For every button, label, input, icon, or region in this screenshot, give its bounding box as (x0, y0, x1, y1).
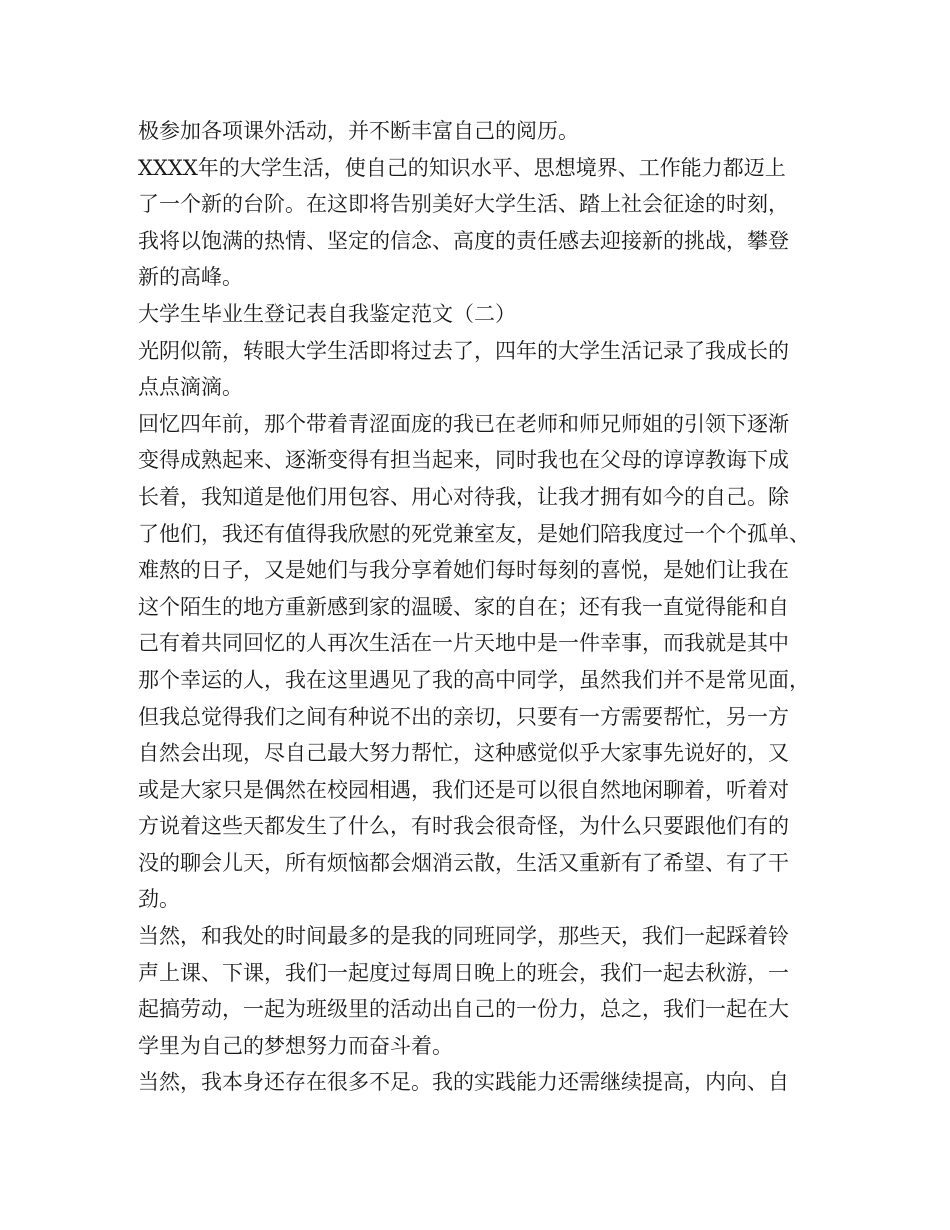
text-line: 光阴似箭，转眼大学生活即将过去了，四年的大学生活记录了我成长的 (138, 338, 789, 363)
text-line: 自然会出现，尽自己最大努力帮忙，这种感觉似乎大家事先说好的，又 (138, 741, 789, 766)
text-line: 学里为自己的梦想努力而奋斗着。 (138, 1033, 453, 1058)
text-line: 这个陌生的地方重新感到家的温暖、家的自在；还有我一直觉得能和自 (138, 594, 789, 619)
text-line: 长着，我知道是他们用包容、用心对待我，让我才拥有如今的自己。除 (138, 484, 789, 509)
text-line: 点点滴滴。 (138, 375, 243, 400)
text-line: XXXX年的大学生活，使自己的知识水平、思想境界、工作能力都迈上 (138, 155, 786, 180)
text-line: 当然，和我处的时间最多的是我的同班同学，那些天，我们一起踩着铃 (138, 924, 789, 949)
text-line: 但我总觉得我们之间有种说不出的亲切，只要有一方需要帮忙，另一方 (138, 704, 789, 729)
text-line: 极参加各项课外活动，并不断丰富自己的阅历。 (138, 119, 579, 143)
text-line: 声上课、下课，我们一起度过每周日晚上的班会，我们一起去秋游，一 (138, 960, 789, 985)
text-line: 那个幸运的人，我在这里遇见了我的高中同学，虽然我们并不是常见面， (138, 667, 810, 692)
text-line: 变得成熟起来、逐渐变得有担当起来，同时我也在父母的谆谆教诲下成 (138, 448, 789, 473)
text-line: 当然，我本身还存在很多不足。我的实践能力还需继续提高，内向、自 (138, 1070, 789, 1095)
text-line: 新的高峰。 (138, 265, 243, 290)
text-line: 我将以饱满的热情、坚定的信念、高度的责任感去迎接新的挑战，攀登 (138, 228, 789, 253)
text-line: 劲。 (138, 887, 180, 912)
text-line: 难熬的日子，又是她们与我分享着她们每时每刻的喜悦，是她们让我在 (138, 558, 789, 583)
text-line: 方说着这些天都发生了什么，有时我会很奇怪，为什么只要跟他们有的 (138, 814, 789, 839)
text-line: 了他们，我还有值得我欣慰的死党兼室友，是她们陪我度过一个个孤单、 (138, 521, 810, 546)
text-line: 没的聊会儿天，所有烦恼都会烟消云散，生活又重新有了希望、有了干 (138, 850, 789, 875)
document-body (138, 113, 828, 1101)
text-line: 了一个新的台阶。在这即将告别美好大学生活、踏上社会征途的时刻， (138, 192, 789, 217)
text-line: 起搞劳动，一起为班级里的活动出自己的一份力，总之，我们一起在大 (138, 997, 789, 1022)
text-line: 或是大家只是偶然在校园相遇，我们还是可以很自然地闲聊着，听着对 (138, 777, 789, 802)
text-line: 回忆四年前，那个带着青涩面庞的我已在老师和师兄师姐的引领下逐渐 (138, 411, 789, 436)
section-heading: 大学生毕业生登记表自我鉴定范文（二） (138, 301, 516, 326)
text-line: 己有着共同回忆的人再次生活在一片天地中是一件幸事，而我就是其中 (138, 631, 789, 656)
